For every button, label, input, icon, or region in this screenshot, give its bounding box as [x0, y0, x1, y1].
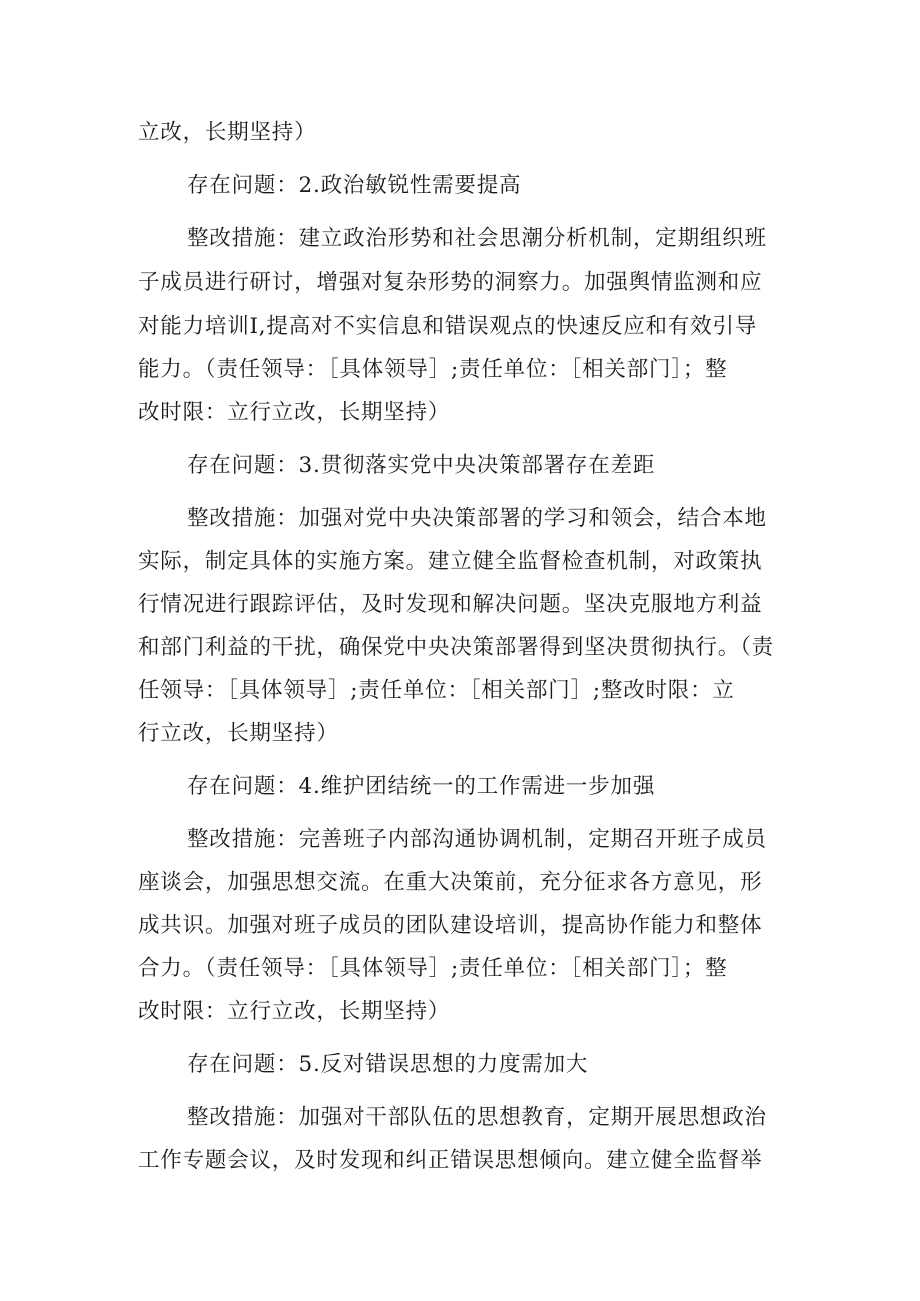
text-line: 立改，长期坚持）	[138, 120, 317, 145]
measure-paragraph-line: 整改措施：加强对干部队伍的思想教育，定期开展思想政治	[187, 1105, 767, 1130]
text-line: 子成员进行研讨，增强对复杂形势的洞察力。加强舆情监测和应	[138, 270, 763, 295]
text-line: 实际，制定具体的实施方案。建立健全监督检查机制，对政策执	[138, 549, 763, 574]
issue-heading-4: 存在问题：4.维护团结统一的工作需进一步加强	[187, 774, 656, 799]
issue-heading-5: 存在问题：5.反对错误思想的力度需加大	[187, 1052, 589, 1077]
measure-paragraph-line: 整改措施：加强对党中央决策部署的学习和领会，结合本地	[187, 506, 767, 531]
text-line: 任领导：［具体领导］;责任单位：［相关部门］;整改时限：立	[138, 678, 735, 703]
issue-heading-3: 存在问题：3.贯彻落实党中央决策部署存在差距	[187, 453, 656, 478]
text-line: 改时限：立行立改，长期坚持）	[138, 400, 451, 425]
text-line: 和部门利益的干扰，确保党中央决策部署得到坚决贯彻执行。（责	[138, 635, 774, 660]
measure-paragraph-line: 整改措施：完善班子内部沟通协调机制，定期召开班子成员	[187, 827, 767, 852]
text-line: 能力。（责任领导：［具体领导］;责任单位：［相关部门］；整	[138, 357, 728, 382]
text-line: 成共识。加强对班子成员的团队建设培训，提高协作能力和整体	[138, 913, 763, 938]
text-line: 工作专题会议，及时发现和纠正错误思想倾向。建立健全监督举	[138, 1148, 763, 1173]
measure-paragraph-line: 整改措施：建立政治形势和社会思潮分析机制，定期组织班	[187, 226, 767, 251]
text-line: 行情况进行跟踪评估，及时发现和解决问题。坚决克服地方利益	[138, 592, 763, 617]
text-line: 改时限：立行立改，长期坚持）	[138, 999, 451, 1024]
text-line: 座谈会，加强思想交流。在重大决策前，充分征求各方意见，形	[138, 870, 763, 895]
text-line: 对能力培训I,提高对不实信息和错误观点的快速反应和有效引导	[138, 314, 758, 339]
text-line: 合力。（责任领导：［具体领导］;责任单位：［相关部门］；整	[138, 956, 728, 981]
issue-heading-2: 存在问题：2.政治敏锐性需要提高	[187, 173, 522, 198]
text-line: 行立改，长期坚持）	[138, 721, 339, 746]
